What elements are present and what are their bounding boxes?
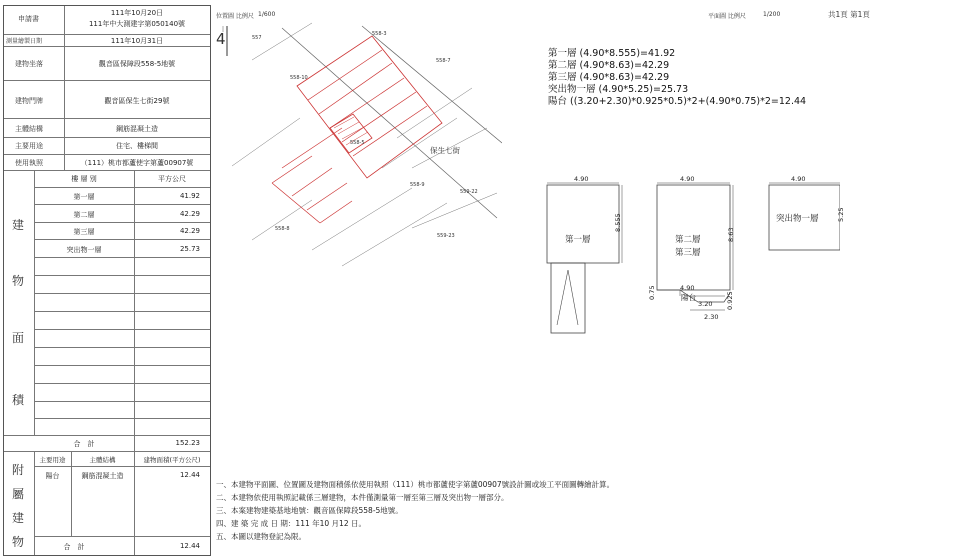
parcel-label: 558-10 [290,75,308,81]
door-label: 建物門牌 [15,97,43,105]
parcel-label: 558-9 [410,182,425,188]
parcel-label: 558-3 [372,31,387,37]
stair-line [568,270,578,325]
stair-line [557,270,568,325]
floor-row-value: 41.92 [179,192,200,200]
floor1-width: 4.90 [574,175,589,183]
balcony-dim-c: 0.925 [726,291,734,310]
floor-row-name: 第一層 [73,193,95,201]
unit-divider [292,168,332,196]
floor1-depth: 8.555 [614,213,622,232]
calc-line: 第二層 (4.90*8.63)=42.29 [548,60,670,71]
annex-use: 陽台 [45,472,60,480]
balcony-label: 陽台 [681,293,696,302]
annex-struct: 鋼筋混凝土造 [81,472,124,480]
unit-divider [272,156,312,183]
note-line: 四、建 築 完 成 日 期：111 年10 月12 日。 [216,519,366,528]
parcel-line [312,188,412,250]
stair-outline [551,263,585,333]
annex-area: 12.44 [179,471,200,479]
license-value: （111）桃市都蘆使字第蘆00907號 [80,159,194,167]
area-char-1: 建 [12,218,25,232]
floor-row-name: 第三層 [73,228,95,236]
parcel-label: 558-7 [436,58,451,64]
location-scale-value: 1/600 [258,11,276,18]
location-scale-label: 位置圖 比例尺 [216,13,254,20]
use-value: 住宅、樓梯間 [116,142,158,150]
survey-date-value: 111年10月31日 [110,37,164,45]
structure-value: 鋼筋混凝土造 [116,125,158,133]
floor-row-value: 42.29 [179,227,200,235]
floor1-outline [547,185,619,263]
balcony-depth: 0.75 [648,285,656,300]
balcony-width: 4.90 [680,284,695,292]
parcel-line [342,203,447,266]
unit-divider [308,50,382,100]
calc-line: 第三層 (4.90*8.63)=42.29 [548,72,670,83]
floor1-label: 第一層 [565,235,591,245]
floor23-width: 4.90 [680,175,695,183]
roof-depth: 5.25 [837,207,845,222]
annex-area-header: 建物面積(平方公尺) [143,456,201,464]
sqm-header: 平方公尺 [158,175,186,183]
floor-header: 樓 層 別 [71,175,97,183]
use-label: 主要用途 [15,142,43,150]
calc-line: 第一層 (4.90*8.555)=41.92 [548,48,676,59]
applicant-date: 111年10月20日 [110,9,164,17]
calc-line: 陽台 ((3.20+2.30)*0.925*0.5)*2+(4.90*0.75)*2=12.44 [548,96,807,107]
parcel-line [252,200,312,240]
unit-divider [342,92,416,142]
parcel-line [382,118,457,168]
floor23-label-2: 第二層 [675,235,701,245]
building-outline [297,36,442,178]
unit-divider [282,128,342,168]
parcel-label: 558-8 [275,226,290,232]
balcony-dim-a: 3.20 [698,300,713,308]
area-char-2: 物 [12,274,25,288]
unit-divider [307,183,347,210]
unit-divider [272,183,320,223]
applicant-number: 111年中大測建字第050140號 [88,20,186,28]
site-value: 觀音區保障段558-5地號 [98,60,176,68]
floor-row-value: 42.29 [179,210,200,218]
note-line: 三、本案建物建築基地地號：觀音區保障段558-5地號。 [216,506,403,515]
roof-width: 4.90 [791,175,806,183]
area-char-4: 積 [12,393,25,407]
floor-row-name: 第二層 [73,211,95,219]
annex-total-label: 合 計 [63,543,85,551]
street-line [362,26,502,143]
floor23-label-3: 第三層 [675,248,701,258]
annex-use-header: 主要用途 [39,456,66,464]
note-line: 二、本建物依使用執照記載係三層建物，本件僅測量第一層至第三層及突出物一層部分。 [216,493,509,502]
floor-row-name: 突出物一層 [66,246,102,254]
total-value: 152.23 [175,439,200,447]
page-counter: 共1頁 第1頁 [828,10,870,19]
parcel-line [232,118,300,166]
plan-scale-label: 平面圖 比例尺 [708,13,746,20]
unit-divider [353,106,427,156]
street-name: 保生七街 [430,146,460,155]
balcony-dim-b: 2.30 [704,313,719,321]
annex-char-4: 物 [12,535,25,549]
plan-scale-value: 1/200 [763,11,781,18]
parcel-line [252,23,312,60]
site-label: 建物坐落 [15,60,43,68]
total-label: 合 計 [73,440,95,448]
survey-date-label: 測量繪製日期 [6,38,43,45]
license-label: 使用執照 [15,159,43,167]
unit-divider [320,201,352,223]
floor-row-value: 25.73 [179,245,200,253]
area-char-3: 面 [12,331,25,345]
note-line: 一、本建物平面圖、位置圖及建物面積係依使用執照（111）桃市都蘆使字第蘆00907號設計圖或竣工平面圖轉繪計算。 [216,480,615,489]
building-info-table [3,5,211,556]
calc-line: 突出物一層 (4.90*5.25)=25.73 [548,84,689,95]
unit-divider [330,78,404,128]
parcel-label: 559-22 [460,189,478,195]
north-label: 4 [216,30,226,48]
applicant-label: 申請書 [18,15,39,23]
parcel-line [412,193,497,228]
parcel-line [397,88,472,138]
structure-label: 主體結構 [15,125,43,133]
hatch [342,127,364,139]
annex-char-3: 建 [12,511,25,525]
annex-total-value: 12.44 [179,542,200,550]
annex-char-1: 附 [12,463,25,477]
parcel-label: 557 [252,35,262,41]
note-line: 五、本圖以建物登記為限。 [216,532,306,541]
roof-label: 突出物一層 [776,214,819,224]
floor23-depth: 8.63 [727,227,735,242]
annex-char-2: 屬 [12,487,25,501]
parcel-label: 559-23 [437,233,455,239]
parcel-label: 558-5 [350,140,365,146]
door-value: 觀音區保生七街29號 [104,97,170,105]
annex-struct-header: 主體結構 [89,456,116,464]
